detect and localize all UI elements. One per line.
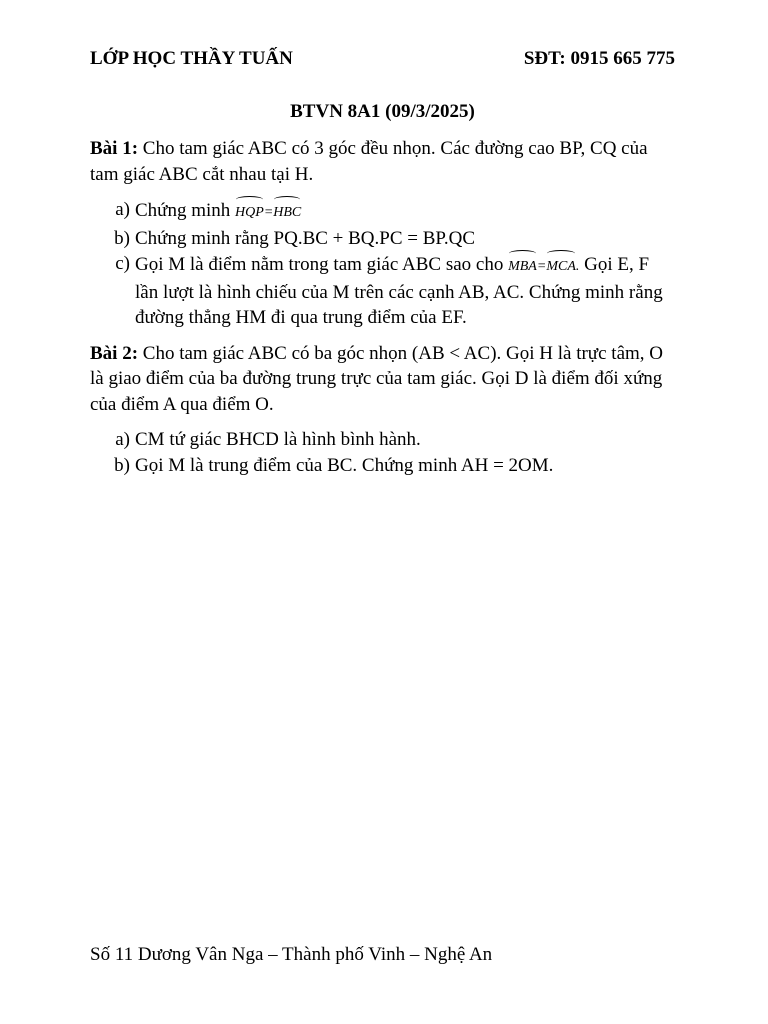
problem-2-label: Bài 2: [90,342,139,364]
period: . [575,259,580,274]
problem-1-label: Bài 1: [90,138,139,159]
document-page [90,0,675,1024]
angle-equation [235,205,301,220]
part-text: Chứng minh [135,200,236,221]
footer-address: Số 11 Dương Vân Nga – Thành phố Vinh – Nghệ An [90,944,493,965]
part-marker: a) [115,429,130,450]
problem-2-part-b [90,453,675,479]
angle-hbc: HBC [273,197,301,226]
problem-1 [90,136,675,187]
part-marker: b) [114,454,130,476]
angle-mba: MBA [508,251,537,280]
part-marker: a) [115,199,130,220]
part-text-post: Gọi E, F lần lượt là hình chiếu của M trên các cạnh AB, AC. Chứng minh rằng đường thẳng HM đi qua trung điểm của EF. [135,254,663,328]
part-marker: c) [115,253,130,274]
problem-1-part-b [90,226,675,252]
angle-equation [508,259,579,274]
equals-sign: = [536,259,547,274]
header-phone: SĐT: 0915 665 775 [523,48,675,69]
problem-2 [90,341,675,418]
equals-sign: = [263,205,274,220]
problem-2-part-a [90,427,675,453]
part-marker: b) [114,227,130,249]
part-text: Chứng minh rằng PQ.BC + BQ.PC = BP.QC [135,227,476,249]
problem-2-text: Cho tam giác ABC có ba góc nhọn (AB < AC). Gọi H là trực tâm, O là giao điểm của ba đường trung trực của tam giác. Gọi D là điểm đối xứng của điểm A qua điểm O. [90,342,663,415]
header [90,46,675,72]
problem-1-part-c [90,251,675,331]
problem-1-text: Cho tam giác ABC có 3 góc đều nhọn. Các đường cao BP, CQ của tam giác ABC cắt nhau tại H. [90,138,648,185]
problem-1-part-a [90,197,675,226]
header-class-name: LỚP HỌC THẦY TUẤN [90,48,293,69]
assignment-title: BTVN 8A1 (09/3/2025) [290,101,475,122]
problem-1-parts [90,197,675,331]
document-body [90,136,675,488]
problem-2-parts [90,427,675,478]
part-text-pre: Gọi M là điểm nằm trong tam giác ABC sao cho [135,254,509,275]
angle-mca: MCA [546,251,576,280]
angle-hqp: HQP [235,197,264,226]
part-text: CM tứ giác BHCD là hình bình hành. [135,429,421,450]
part-text: Gọi M là trung điểm của BC. Chứng minh AH = 2OM. [135,454,554,476]
